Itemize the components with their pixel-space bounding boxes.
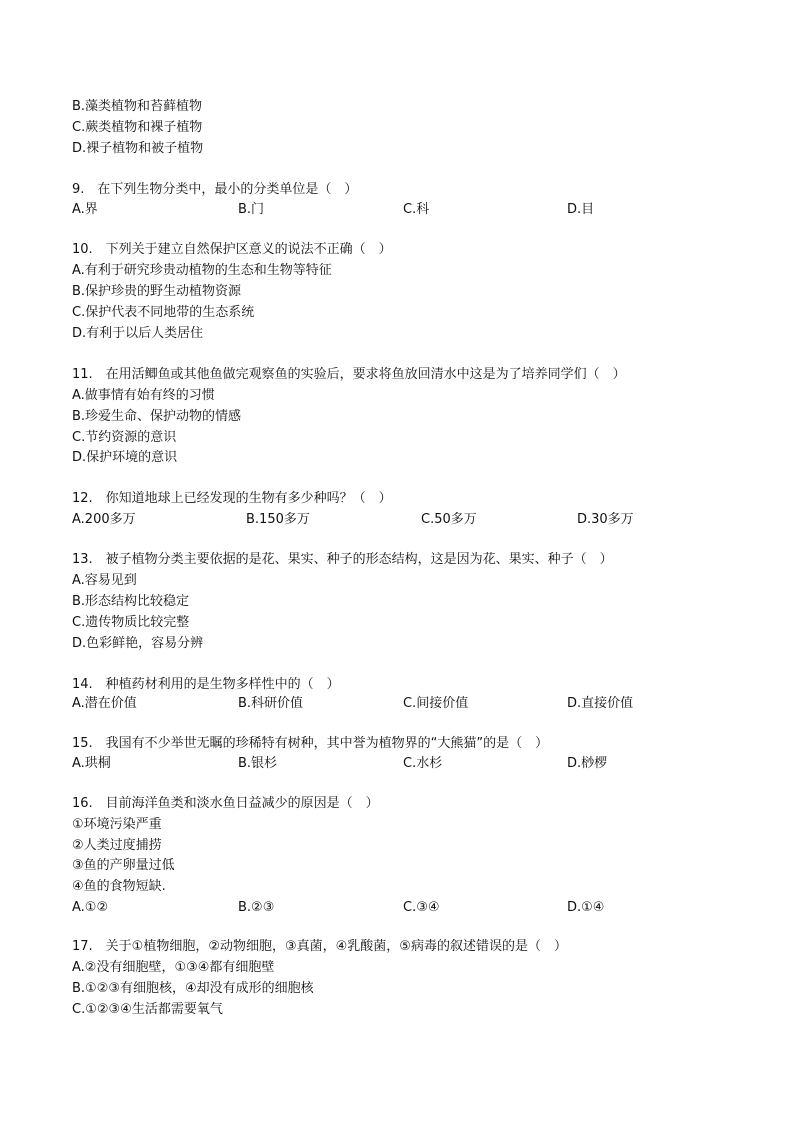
q11-stem: 11. 在用活鲫鱼或其他鱼做完观察鱼的实验后，要求将鱼放回清水中这是为了培养同学们（ ） [72,367,626,382]
q9-option-d: D.目 [567,202,595,217]
q17-option-c: C.①②③④生活都需要氧气 [72,1002,223,1017]
q10-option-b: B.保护珍贵的野生动植物资源 [72,284,242,299]
q12-option-a: A.200多万 [72,512,136,527]
q12-option-b: B.150多万 [246,512,310,527]
q12-stem: 12. 你知道地球上已经发现的生物有多少种吗？（ ） [72,491,392,506]
q10-option-a: A.有利于研究珍贵动植物的生态和生物等特征 [72,263,332,278]
q14-option-a: A.潜在价值 [72,696,137,711]
q15-option-b: B.银杉 [238,756,278,771]
q14-option-b: B.科研价值 [238,696,304,711]
q14-stem: 14. 种植药材利用的是生物多样性中的（ ） [72,677,340,692]
q16-item-4: ④鱼的食物短缺. [72,879,166,894]
q11-option-c: C.节约资源的意识 [72,430,177,445]
q16-option-b: B.②③ [238,900,275,915]
q8-option-b: B.藻类植物和苔藓植物 [72,99,203,114]
q10-stem: 10. 下列关于建立自然保护区意义的说法不正确（ ） [72,242,392,257]
q16-option-d: D.①④ [567,900,605,915]
q14-option-c: C.间接价值 [403,696,469,711]
q13-stem: 13. 被子植物分类主要依据的是花、果实、种子的形态结构，这是因为花、果实、种子（ ） [72,552,613,567]
q12-option-d: D.30多万 [577,512,634,527]
q17-stem: 17. 关于①植物细胞，②动物细胞，③真菌，④乳酸菌，⑤病毒的叙述错误的是（ ） [72,939,567,954]
q17-option-a: A.②没有细胞壁，①③④都有细胞壁 [72,960,275,975]
q13-option-c: C.遗传物质比较完整 [72,615,190,630]
q15-stem: 15. 我国有不少举世无瞩的珍稀特有树种，其中誉为植物界的“大熊猫”的是（ ） [72,736,549,751]
q11-option-d: D.保护环境的意识 [72,450,178,465]
q16-option-a: A.①② [72,900,109,915]
q13-option-b: B.形态结构比较稳定 [72,594,190,609]
q16-item-3: ③鱼的产卵量过低 [72,858,175,873]
q14-option-d: D.直接价值 [567,696,634,711]
q16-item-2: ②人类过度捕捞 [72,838,162,853]
q10-option-d: D.有利于以后人类居住 [72,326,204,341]
q11-option-b: B.珍爱生命、保护动物的情感 [72,409,242,424]
q9-option-b: B.门 [238,202,265,217]
q8-option-c: C.蕨类植物和裸子植物 [72,120,203,135]
q8-option-d: D.裸子植物和被子植物 [72,141,204,156]
q16-item-1: ①环境污染严重 [72,817,162,832]
q10-option-c: C.保护代表不同地带的生态系统 [72,305,255,320]
q9-option-a: A.界 [72,202,98,217]
q16-option-c: C.③④ [403,900,440,915]
q12-option-c: C.50多万 [421,512,477,527]
q11-option-a: A.做事情有始有终的习惯 [72,388,215,403]
q15-option-c: C.水杉 [403,756,443,771]
q9-stem: 9. 在下列生物分类中，最小的分类单位是（ ） [72,182,358,197]
q15-option-a: A.珙桐 [72,756,111,771]
q15-option-d: D.桫椤 [567,756,608,771]
q9-option-c: C.科 [403,202,430,217]
q16-stem: 16. 目前海洋鱼类和淡水鱼日益减少的原因是（ ） [72,796,379,811]
q13-option-d: D.色彩鲜艳，容易分辨 [72,636,204,651]
q17-option-b: B.①②③有细胞核，④却没有成形的细胞核 [72,981,314,996]
q13-option-a: A.容易见到 [72,573,137,588]
